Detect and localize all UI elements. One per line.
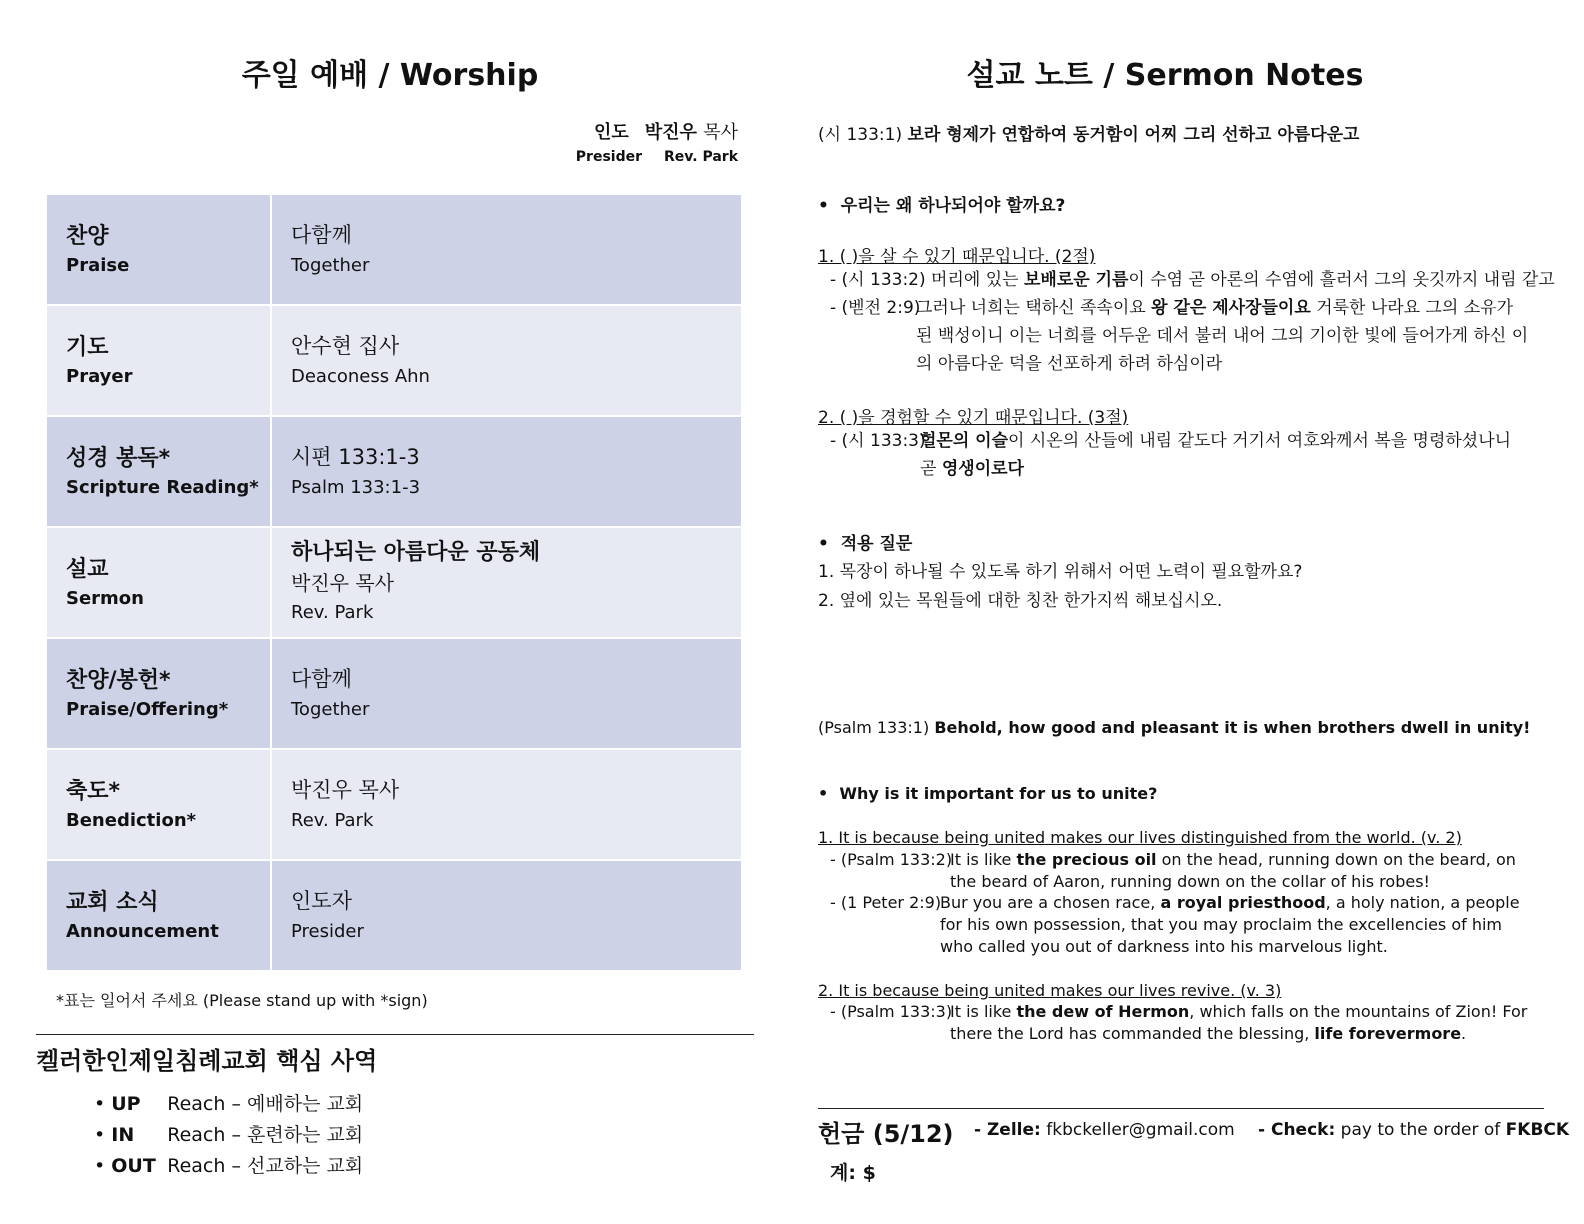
- verse-text: Behold, how good and pleasant it is when brothers dwell in unity!: [934, 718, 1531, 737]
- list-item: • OUT Reach – 선교하는 교회: [94, 1151, 363, 1182]
- kr-point-1-verse-a: - (시 133:2) 머리에 있는 보배로운 기름이 수염 곧 아론의 수염에 흘러서 그의 옷깃까지 내림 같고: [830, 270, 1555, 290]
- verse-text: on the head, running down on the beard, on the beard of Aaron, running down on the collar of his robes!: [950, 850, 1516, 891]
- verse-ref: (Psalm 133:3): [840, 1002, 953, 1021]
- ministry-text: Reach – 선교하는 교회: [167, 1155, 364, 1177]
- table-row: [46, 305, 742, 416]
- order-item-en: Praise: [66, 254, 130, 276]
- ministry-text: Reach – 예배하는 교회: [167, 1093, 364, 1115]
- order-value-en: Together: [291, 698, 370, 720]
- zelle-info: [974, 1120, 1235, 1140]
- verse-emphasis: the precious oil: [1016, 850, 1157, 869]
- order-item-cell: [46, 860, 271, 971]
- order-value-kr: 인도자: [291, 888, 352, 913]
- check-text: pay to the order of: [1340, 1120, 1501, 1140]
- order-item-cell: [46, 194, 271, 305]
- table-row: [46, 860, 742, 971]
- check-payee: FKBCK: [1505, 1120, 1570, 1140]
- en-point-1-verse-a: - (Psalm 133:2) It is like the precious oil on the head, running down on the beard, on the beard of Aaron, running down on the collar of his robes!: [830, 850, 1516, 891]
- order-value-en: Rev. Park: [291, 601, 374, 623]
- order-item-kr: 찬양/봉헌*: [66, 667, 171, 693]
- en-point-1: 1. It is because being united makes our lives distinguished from the world. (v. 2): [818, 828, 1462, 847]
- verse-text: 이 수염 곧 아론의 수염에 흘러서 그의 옷깃까지 내림 같고: [1128, 270, 1555, 290]
- order-item-kr: 축도*: [66, 778, 121, 804]
- verse-text: 보라 형제가 연합하여 동거함이 어찌 그리 선하고 아름다운고: [907, 125, 1360, 145]
- order-value-cell: [271, 860, 742, 971]
- order-item-cell: [46, 416, 271, 527]
- en-point-1-verse-b: - (1 Peter 2:9) Bur you are a chosen race, a royal priesthood, a holy nation, a people for his own possession, that you may proclaim the excellencies of him who called you out of darkness into his marvelous light.: [830, 893, 1520, 956]
- verse-ref: (벧전 2:9): [841, 298, 921, 318]
- kr-point-1-verse-b: - (벧전 2:9) 그러나 너희는 택하신 족속이요 왕 같은 제사장들이요 거룩한 나라요 그의 소유가 된 백성이니 이는 너희를 어두운 데서 불러 내어 그의 기이한 빛에 들어가게 하신 이의 아름다운 덕을 선포하게 하려 하심이라: [830, 298, 1529, 374]
- order-item-en: Prayer: [66, 365, 133, 387]
- application-title: 적용 질문: [840, 534, 913, 554]
- ministry-list: [94, 1089, 363, 1182]
- application-q2: 2. 옆에 있는 목원들에 대한 칭찬 한가지씩 해보십시오.: [818, 591, 1223, 611]
- presider-kr-label: 인도: [593, 122, 629, 143]
- order-value-kr: 박진우 목사: [291, 777, 400, 802]
- verse-ref: (시 133:2): [841, 270, 926, 290]
- presider-kr: [594, 118, 738, 144]
- kr-point-1: 1. ( )을 살 수 있기 때문입니다. (2절): [818, 247, 1096, 267]
- order-item-en: Announcement: [66, 920, 219, 942]
- en-point-2-verse: - (Psalm 133:3) It is like the dew of Hermon, which falls on the mountains of Zion! For there the Lord has commanded the blessing, life forevermore.: [830, 1002, 1528, 1043]
- question-text: 우리는 왜 하나되어야 할까요?: [840, 196, 1066, 216]
- worship-order-table: [45, 193, 743, 972]
- table-row: [46, 194, 742, 305]
- divider-line: [818, 1108, 1544, 1109]
- order-value-kr: 다함께: [291, 666, 352, 691]
- zelle-email: fkbckeller@gmail.com: [1046, 1120, 1235, 1140]
- sermon-title: 하나되는 아름다운 공동체: [291, 539, 541, 565]
- check-info: [1258, 1120, 1569, 1140]
- order-value-kr: 박진우 목사: [291, 570, 394, 595]
- order-item-cell: [46, 749, 271, 860]
- verse-ref: (1 Peter 2:9): [840, 893, 942, 912]
- table-row: [46, 638, 742, 749]
- offering-title: 헌금 (5/12): [818, 1120, 954, 1148]
- verse-text: .: [1461, 1024, 1467, 1043]
- en-question: • Why is it important for us to unite?: [818, 784, 1158, 803]
- kr-key-verse: [818, 120, 1359, 145]
- application-q1: 1. 목장이 하나될 수 있도록 하기 위해서 어떤 노력이 필요할까요?: [818, 562, 1303, 582]
- verse-text: 그러나 너희는 택하신 족속이요: [916, 298, 1146, 318]
- en-key-verse: [818, 718, 1530, 737]
- order-value-en: Psalm 133:1-3: [291, 476, 421, 498]
- order-value-cell: [271, 194, 742, 305]
- order-item-cell: [46, 527, 271, 638]
- order-value-cell: [271, 749, 742, 860]
- kr-application: • 적용 질문: [818, 534, 913, 554]
- presider-kr-suffix: 목사: [703, 122, 738, 143]
- order-item-en: Praise/Offering*: [66, 698, 229, 720]
- stand-note: *표는 일어서 주세요 (Please stand up with *sign): [56, 991, 428, 1010]
- verse-emphasis: 보배로운 기름: [1023, 270, 1129, 290]
- verse-text: 머리에 있는: [931, 270, 1019, 290]
- order-item-kr: 기도: [66, 334, 109, 360]
- kr-question: • 우리는 왜 하나되어야 할까요?: [818, 196, 1066, 216]
- verse-text: 이 시온의 산들에 내림 같도다 거기서 여호와께서 복을 명령하셨나니 곧: [920, 431, 1512, 479]
- verse-emphasis: 헐몬의 이슬: [920, 431, 1009, 451]
- order-item-en: Benediction*: [66, 809, 197, 831]
- verse-ref: (Psalm 133:2): [840, 850, 953, 869]
- order-item-en: Scripture Reading*: [66, 476, 259, 498]
- verse-text: 거룩한 나라요 그의 소유가 된 백성이니 이는 너희를 어두운 데서 불러 내어 그의 기이한 빛에 들어가게 하신 이의 아름다운 덕을 선포하게 하려 하심이라: [916, 298, 1529, 374]
- verse-text: Bur you are a chosen race,: [940, 893, 1156, 912]
- order-value-kr: 다함께: [291, 222, 352, 247]
- list-item: • IN Reach – 훈련하는 교회: [94, 1120, 363, 1151]
- verse-emphasis: the dew of Hermon: [1016, 1002, 1190, 1021]
- ministry-key: OUT: [111, 1155, 156, 1177]
- verse-emphasis: 영생이로다: [941, 459, 1024, 479]
- zelle-label: - Zelle:: [974, 1120, 1041, 1140]
- order-value-cell: [271, 416, 742, 527]
- order-value-en: Rev. Park: [291, 809, 374, 831]
- order-item-cell: [46, 305, 271, 416]
- verse-text: , which falls on the mountains of Zion! For there the Lord has commanded the blessing,: [950, 1002, 1528, 1043]
- verse-text: , a holy nation, a people for his own possession, that you may proclaim the excellencies of him who called you out of darkness into his marvelous light.: [940, 893, 1520, 956]
- verse-ref: (시 133:1): [818, 125, 903, 145]
- order-value-kr: 안수현 집사: [291, 333, 400, 358]
- presider-en-name: Rev. Park: [664, 149, 738, 165]
- order-value-cell: [271, 527, 742, 638]
- order-value-kr: 시편 133:1-3: [291, 444, 420, 469]
- presider-en-label: Presider: [575, 149, 642, 165]
- worship-title: 주일 예배 / Worship: [241, 58, 539, 93]
- presider-kr-name: 박진우: [644, 122, 697, 143]
- ministry-text: Reach – 훈련하는 교회: [167, 1124, 364, 1146]
- order-item-cell: [46, 638, 271, 749]
- verse-text: It is like: [950, 1002, 1012, 1021]
- ministry-title: 켈러한인제일침례교회 핵심 사역: [36, 1047, 378, 1075]
- order-value-cell: [271, 305, 742, 416]
- order-item-en: Sermon: [66, 587, 144, 609]
- sermon-notes-title: 설교 노트 / Sermon Notes: [966, 58, 1364, 93]
- order-item-kr: 성경 봉독*: [66, 445, 171, 471]
- kr-point-2: 2. ( )을 경험할 수 있기 때문입니다. (3절): [818, 408, 1129, 428]
- table-row: [46, 749, 742, 860]
- table-row: [46, 527, 742, 638]
- check-label: - Check:: [1258, 1120, 1336, 1140]
- order-item-kr: 찬양: [66, 223, 109, 249]
- verse-emphasis: life forevermore: [1314, 1024, 1462, 1043]
- table-row: [46, 416, 742, 527]
- order-value-cell: [271, 638, 742, 749]
- ministry-key: UP: [111, 1093, 141, 1115]
- en-point-2: 2. It is because being united makes our lives revive. (v. 3): [818, 981, 1282, 1000]
- verse-ref: (시 133:3): [841, 431, 926, 451]
- verse-text: It is like: [950, 850, 1012, 869]
- verse-emphasis: a royal priesthood: [1160, 893, 1326, 912]
- order-item-kr: 설교: [66, 556, 109, 582]
- divider-line: [36, 1034, 754, 1035]
- kr-point-2-verse: - (시 133:3) 헐몬의 이슬이 시온의 산들에 내림 같도다 거기서 여호와께서 복을 명령하셨나니 곧 영생이로다: [830, 431, 1512, 479]
- order-value-en: Deaconess Ahn: [291, 365, 430, 387]
- offering-total: 계: $: [830, 1162, 876, 1184]
- ministry-key: IN: [111, 1124, 135, 1146]
- question-text: Why is it important for us to unite?: [839, 784, 1158, 803]
- order-item-kr: 교회 소식: [66, 889, 159, 915]
- offering-row: [818, 1114, 1570, 1150]
- verse-emphasis: 왕 같은 제사장들이요: [1151, 298, 1311, 318]
- verse-ref: (Psalm 133:1): [818, 718, 930, 737]
- order-value-en: Together: [291, 254, 370, 276]
- presider-en: [576, 149, 738, 165]
- list-item: • UP Reach – 예배하는 교회: [94, 1089, 363, 1120]
- order-value-en: Presider: [291, 920, 364, 942]
